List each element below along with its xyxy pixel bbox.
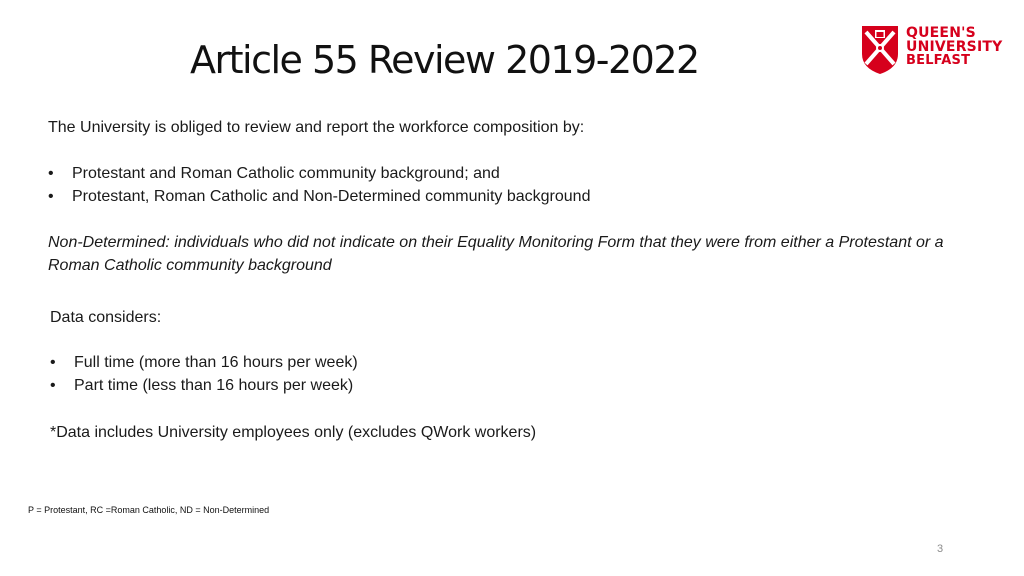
slide-title: Article 55 Review 2019-2022 [190, 38, 699, 82]
hours-bullet-list [50, 351, 650, 397]
crest-icon [860, 24, 900, 76]
logo-line-1: QUEEN'S [906, 25, 976, 41]
non-determined-definition: Non-Determined: individuals who did not indicate on their Equality Monitoring Form that they were from either a Protestant or a Roman Catholic community background [48, 234, 944, 274]
logo-line-2: UNIVERSITY [906, 39, 1003, 55]
list-item: • Protestant, Roman Catholic and Non-Determined community background [48, 185, 948, 208]
list-item: • Protestant and Roman Catholic community background; and [48, 162, 948, 185]
logo-line-3: BELFAST [906, 53, 971, 68]
data-considers-heading: Data considers: [50, 309, 162, 326]
abbreviation-footnote: P = Protestant, RC =Roman Catholic, ND = Non-Determined [28, 505, 270, 515]
list-item: • Part time (less than 16 hours per week) [50, 374, 650, 397]
page-number: 3 [937, 543, 944, 555]
list-item: • Full time (more than 16 hours per week) [50, 351, 650, 374]
data-note: *Data includes University employees only (excludes QWork workers) [50, 424, 537, 441]
university-logo [860, 24, 1003, 76]
community-bullet-list [48, 162, 948, 208]
logo-wordmark [906, 26, 1002, 68]
intro-paragraph: The University is obliged to review and report the workforce composition by: [48, 119, 585, 136]
